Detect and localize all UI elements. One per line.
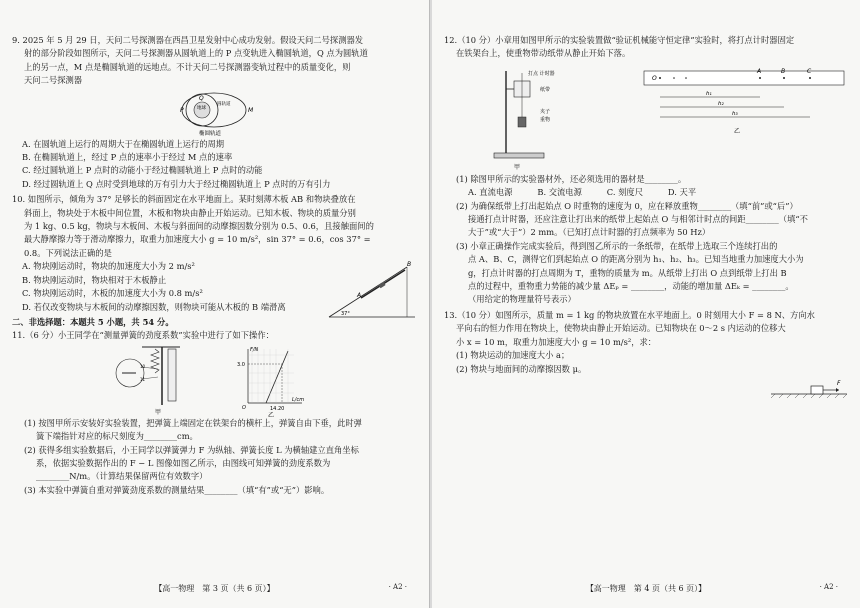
graph-x-label: L/cm bbox=[292, 396, 305, 403]
q13-stem-1: 13.（10 分）如图所示，质量 m = 1 kg 的物块放置在水平地面上。0 时刻用大小 F = 8 N、方向水 bbox=[444, 309, 815, 320]
q10-line-2: 斜面上，物块处于木板中间位置，木板和物块由静止开始运动。已知木板、物块的质量分别 bbox=[24, 207, 356, 218]
spring-apparatus-figure bbox=[12, 343, 417, 417]
distance-h2: h₂ bbox=[718, 100, 724, 107]
page-3-footer-text: 【高一物理 第 3 页（共 6 页）】 bbox=[154, 584, 275, 593]
q9-option-d: D. 经过圆轨道上 Q 点时受到地球的万有引力大于经过椭圆轨道上 P 点时的万有引力 bbox=[22, 178, 331, 189]
question-10 bbox=[12, 193, 417, 318]
q12-stem-1: 12.（10 分）小章用如图甲所示的实验装置做“验证机械能守恒定律”实验时，将打点计时器固定 bbox=[444, 35, 795, 45]
q12-item-3c: g，打点计时器的打点周期为 T，重物的质量为 m。从纸带上打出 O 点到纸带上打出 B bbox=[468, 267, 787, 278]
point-m-label: M bbox=[248, 106, 254, 114]
q12-item-2c: 大于”或“大于”）2 mm。（已知打点计时器的打点频率为 50 Hz） bbox=[468, 227, 711, 238]
point-q-label: Q bbox=[199, 94, 204, 102]
page-4-footer-text: 【高一物理 第 4 页（共 6 页）】 bbox=[585, 584, 707, 593]
q10-option-a: A. 物块刚运动时，物块的加速度大小为 2 m/s² bbox=[22, 261, 195, 272]
force-f-label: F bbox=[837, 379, 841, 387]
tape-point-o: O bbox=[652, 74, 657, 82]
fig-caption-yi-12: 乙 bbox=[734, 127, 741, 135]
q10-option-c: C. 物块刚运动时，木板的加速度大小为 0.8 m/s² bbox=[22, 288, 203, 299]
board-end-a: A bbox=[357, 292, 362, 300]
tape-point-c: C bbox=[807, 67, 812, 75]
board-end-b: B bbox=[407, 261, 412, 269]
section-2-heading: 二、非选择题：本题共 5 小题，共 54 分。 bbox=[12, 316, 174, 327]
q11-item-1a: (1) 按图甲所示安装好实验装置，把弹簧上端固定在铁架台的横杆上，弹簧自由下垂，此时弹 bbox=[24, 417, 362, 428]
q10-line-3: 为 1 kg、0.5 kg，物块与木板间、木板与斜面间的动摩擦因数分别为 0.5、0.6，且接触面间的 bbox=[24, 221, 374, 232]
timer-label: 打点 计时器 bbox=[528, 70, 555, 77]
tape-label: 纸带 bbox=[540, 86, 551, 93]
question-13 bbox=[444, 309, 849, 387]
q12-figures bbox=[444, 61, 849, 173]
q11-figures bbox=[12, 343, 417, 417]
q11-item-1b: 簧下端指针对应的标尺刻度为________cm。 bbox=[36, 431, 198, 442]
q9-stem-1: 9. 2025 年 5 月 29 日，天问二号探测器在西昌卫星发射中心成功发射。假设天问二号探测器发 bbox=[12, 35, 364, 45]
q10-option-d: D. 若仅改变物块与木板间的动摩擦因数，则物块可能从木板的 B 端滑离 bbox=[22, 301, 286, 312]
fig-caption-jia: 甲 bbox=[155, 408, 162, 416]
distance-h3: h₃ bbox=[732, 110, 738, 117]
circle-orbit-label: 圆轨道 bbox=[217, 101, 231, 107]
q10-line-1: 10. 如图所示，倾角为 37° 足够长的斜面固定在水平地面上。某时刻薄木板 AB 和物块叠放在 bbox=[12, 194, 356, 205]
q12-item-1: (1) 除图甲所示的实验器材外，还必须选用的器材是________。 bbox=[456, 173, 687, 184]
q9-orbit-figure bbox=[12, 88, 417, 138]
q13-stem-2: 平向右的恒力作用在物块上，使物块由静止开始运动。已知物块在 0～2 s 内运动的位移大 bbox=[456, 323, 786, 334]
q9-stem-4: 天问二号探测器 bbox=[24, 75, 83, 86]
q11-item-2c: ________N/m。（计算结果保留两位有效数字） bbox=[36, 471, 208, 482]
block-on-ground-figure bbox=[769, 377, 849, 399]
q12-item-3b: 点 A、B、C，测得它们到起始点 O 的距离分别为 h₁、h₂、h₃。已知当地重力加速度大小为 bbox=[468, 254, 804, 265]
tape-point-b: B bbox=[781, 67, 786, 75]
page-3-footer bbox=[0, 583, 429, 594]
q11-stem: 11.（6 分）小王同学在“测量弹簧的劲度系数”实验中进行了如下操作： bbox=[12, 330, 274, 341]
q12-item-3d: 点的过程中，重物重力势能的减少量 ΔEₚ = ________，动能的增加量 ΔEₖ = ________。 bbox=[468, 281, 794, 292]
q10-line-4: 最大静摩擦力等于滑动摩擦力，取重力加速度大小 g = 10 m/s²，sin 37° = 0.6，cos 37° = bbox=[24, 234, 371, 245]
graph-y-label: F/N bbox=[250, 346, 259, 353]
q12-stem-2: 在铁架台上，使重物带动纸带从静止开始下落。 bbox=[456, 48, 631, 59]
q10-line-5: 0.8。下列说法正确的是 bbox=[24, 247, 112, 258]
page-3-content bbox=[12, 34, 417, 499]
q13-item-1: (1) 物块运动的加速度大小 a； bbox=[456, 350, 570, 361]
orbit-diagram bbox=[12, 88, 417, 138]
q9-option-b: B. 在椭圆轨道上，经过 P 点的速率小于经过 M 点的速率 bbox=[22, 152, 233, 163]
graph-origin: O bbox=[242, 404, 246, 411]
tape-point-a: A bbox=[757, 67, 762, 75]
q9-option-a: A. 在圆轨道上运行的周期大于在椭圆轨道上运行的周期 bbox=[22, 138, 225, 149]
q13-item-2: (2) 物块与地面间的动摩擦因数 μ。 bbox=[456, 363, 587, 374]
ellipse-orbit-caption: 椭圆轨道 bbox=[199, 130, 222, 137]
page-4-footer-code: · A2 · bbox=[819, 583, 838, 591]
q12-item-3a: (3) 小章正确操作完成实验后，得到图乙所示的一条纸带，在纸带上选取三个连续打出的 bbox=[456, 240, 778, 251]
question-9 bbox=[12, 34, 417, 191]
q11-item-2b: 系，依据实验数据作出的 F − L 图像如图乙所示，由图线可知弹簧的劲度系数为 bbox=[36, 457, 331, 468]
page-4-footer bbox=[432, 583, 860, 594]
distance-h1: h₁ bbox=[706, 90, 712, 97]
incline-figure bbox=[327, 259, 417, 321]
question-11 bbox=[12, 329, 417, 497]
zoom-tick-11: 11 bbox=[140, 376, 146, 382]
free-fall-experiment-figure bbox=[444, 61, 849, 173]
q12-item-2b: 接通打点计时器，还应注意让打出来的纸带上起始点 O 与相邻计时点的间距________（填“不 bbox=[468, 214, 808, 225]
q9-stem-2: 射的部分阶段如图所示，天问二号探测器从圆轨道上的 P 点变轨进入椭圆轨道，Q 点为圆轨道 bbox=[24, 48, 368, 59]
page-4 bbox=[432, 0, 860, 608]
q11-item-2a: (2) 获得多组实验数据后，小王同学以弹簧弹力 F 为纵轴、弹簧长度 L 为横轴建立直角坐标 bbox=[24, 444, 359, 455]
q10-option-b: B. 物块刚运动时，物块相对于木板静止 bbox=[22, 274, 167, 285]
question-12 bbox=[444, 34, 849, 307]
q12-item-1-options: A. 直流电源 B. 交流电源 C. 刻度尺 D. 天平 bbox=[468, 187, 697, 198]
q12-item-3e: （用给定的物理量符号表示） bbox=[468, 294, 576, 305]
graph-y-mark: 3.0 bbox=[237, 361, 245, 368]
earth-label: 地球 bbox=[197, 105, 206, 111]
q13-stem-3: 小 x = 10 m，取重力加速度大小 g = 10 m/s²，求： bbox=[456, 336, 657, 347]
zoom-tick-10: 10 bbox=[140, 363, 146, 369]
weight-label: 重物 bbox=[540, 116, 551, 123]
q9-stem-3: 上的另一点，M 点是椭圆轨道的远地点。不计天问二号探测器变轨过程中的质量变化，则 bbox=[24, 61, 351, 72]
graph-x-mark: 14.20 bbox=[270, 405, 285, 412]
f-l-line bbox=[266, 351, 288, 403]
q9-option-c: C. 经过圆轨道上 P 点时的动能小于经过椭圆轨道上 P 点时的动能 bbox=[22, 165, 263, 176]
clip-label: 夹子 bbox=[540, 108, 551, 115]
incline-angle: 37° bbox=[341, 311, 350, 318]
q11-item-3: (3) 本实验中弹簧自重对弹簧劲度系数的测量结果________（填“有”或“无”）影响。 bbox=[24, 484, 330, 495]
fig-caption-yi: 乙 bbox=[268, 411, 275, 417]
point-p-label: P bbox=[180, 106, 184, 114]
page-4-content bbox=[444, 34, 849, 387]
page-3-footer-code: · A2 · bbox=[388, 583, 407, 591]
q12-item-2a: (2) 为确保纸带上打出起始点 O 时重物的速度为 0，应在释放重物________（填“前”或“后”） bbox=[456, 200, 798, 211]
fig-caption-jia-12: 甲 bbox=[514, 163, 521, 171]
